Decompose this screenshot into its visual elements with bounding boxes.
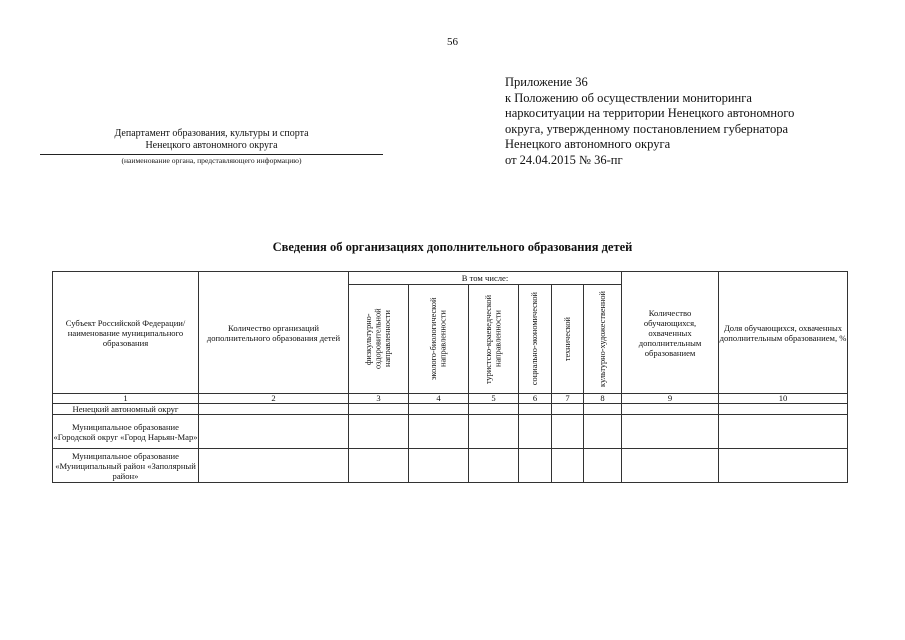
table-cell [622, 415, 719, 449]
data-table [52, 271, 848, 483]
table-row [53, 415, 848, 449]
organization-name-line2: Ненецкого автономного округа [145, 139, 278, 151]
column-numbers-row [53, 394, 848, 404]
table-cell [519, 404, 552, 415]
table-cell [199, 449, 349, 483]
document-title: Сведения об организациях дополнительного образования детей [272, 240, 633, 254]
table-cell [199, 404, 349, 415]
row-label: Ненецкий автономный округ [53, 404, 199, 415]
header-ecological: эколого-биологической направленности [409, 285, 469, 394]
table-cell [719, 415, 848, 449]
column-number: 10 [719, 394, 848, 404]
column-number: 6 [519, 394, 552, 404]
appendix-block [505, 75, 900, 168]
organization-block [40, 128, 383, 166]
appendix-line: от 24.04.2015 № 36-пг [505, 152, 623, 167]
appendix-line: наркоситуации на территории Ненецкого автономного [505, 106, 795, 120]
header-tourist: туристско-краеведческой направленности [469, 285, 519, 394]
organization-underline [40, 154, 383, 155]
table-cell [349, 415, 409, 449]
table-cell [199, 415, 349, 449]
table-cell [584, 449, 622, 483]
row-label: Муниципальное образование «Городской округ «Город Нарьян-Мар» [53, 415, 199, 449]
table-cell [519, 415, 552, 449]
table-row [53, 449, 848, 483]
header-technical: технической [552, 285, 584, 394]
header-org-count: Количество организаций дополнительного образования детей [199, 272, 349, 394]
table-cell [409, 415, 469, 449]
table-cell [584, 404, 622, 415]
appendix-line: Приложение 36 [505, 75, 588, 89]
table-cell [622, 404, 719, 415]
header-social: социально-экономической [519, 285, 552, 394]
column-number: 2 [199, 394, 349, 404]
organization-name-line1: Департамент образования, культуры и спорта [114, 128, 309, 139]
page-number: 56 [447, 36, 458, 48]
table-cell [552, 449, 584, 483]
column-number: 1 [53, 394, 199, 404]
table-cell [519, 449, 552, 483]
table-cell [469, 449, 519, 483]
table-cell [469, 415, 519, 449]
table-cell [622, 449, 719, 483]
organization-caption: (наименование органа, представляющего информацию) [121, 156, 302, 165]
column-number: 7 [552, 394, 584, 404]
appendix-line: к Положению об осуществлении мониторинга [505, 90, 752, 105]
table-cell [719, 449, 848, 483]
appendix-line: Ненецкого автономного округа [505, 137, 671, 151]
appendix-line: округа, утвержденному постановлением губернатора [505, 121, 788, 136]
header-subject: Субъект Российской Федерации/ наименование муниципального образования [53, 272, 199, 394]
header-students-share: Доля обучающихся, охваченных дополнительным образованием, % [719, 272, 848, 394]
row-label: Муниципальное образование «Муниципальный район «Заполярный район» [53, 449, 199, 483]
table-cell [719, 404, 848, 415]
table-cell [409, 449, 469, 483]
table-cell [552, 404, 584, 415]
column-number: 8 [584, 394, 622, 404]
table-cell [349, 449, 409, 483]
column-number: 3 [349, 394, 409, 404]
column-number: 9 [622, 394, 719, 404]
header-including: В том числе: [349, 272, 622, 285]
table-cell [584, 415, 622, 449]
column-number: 5 [469, 394, 519, 404]
header-students-count: Количество обучающихся, охваченных дополнительным образованием [622, 272, 719, 394]
table-cell [349, 404, 409, 415]
table-row [53, 404, 848, 415]
header-physical: физкультурно-оздоровительной направленности [349, 285, 409, 394]
table-cell [409, 404, 469, 415]
header-cultural: культурно-художественной [584, 285, 622, 394]
column-number: 4 [409, 394, 469, 404]
table-cell [552, 415, 584, 449]
table-cell [469, 404, 519, 415]
